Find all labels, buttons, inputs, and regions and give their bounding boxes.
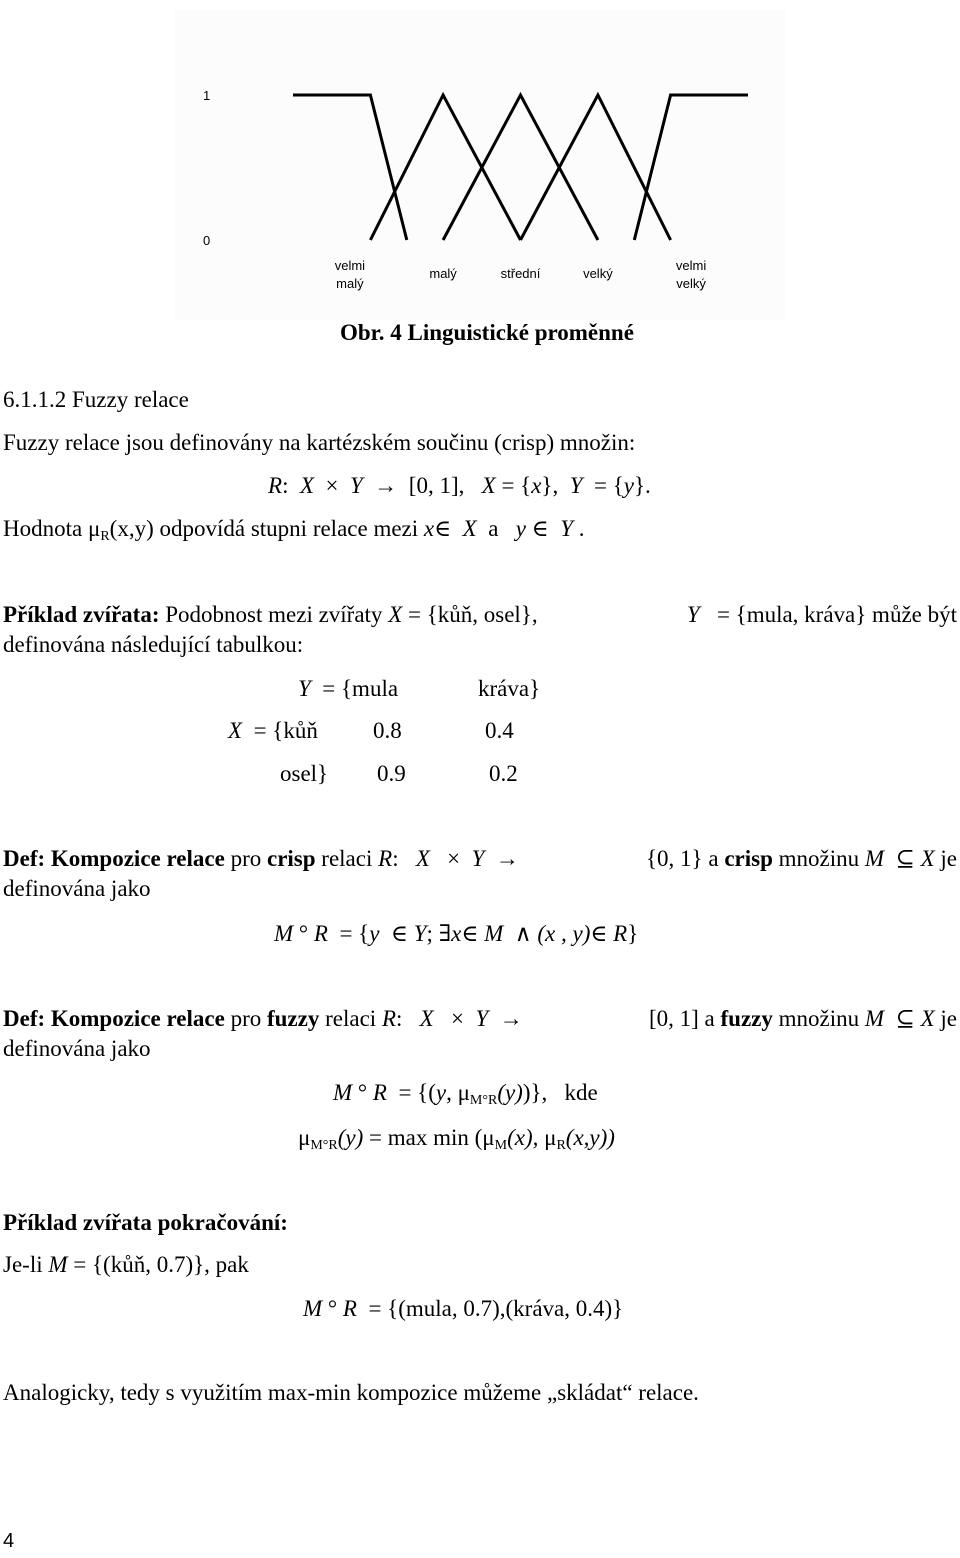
relation-definition-formula: R: X × Y → [0, 1], X = {x}, Y = {y}. <box>268 473 651 498</box>
intro-line: Fuzzy relace jsou definovány na kartézském součinu (crisp) množin: <box>3 430 636 455</box>
table-cell-kun-mula: 0.8 <box>373 718 402 743</box>
example-animals-line-2: definována následující tabulkou: <box>3 632 304 657</box>
term-label-line: malý <box>429 266 457 281</box>
example-animals-line: Příklad zvířata: Podobnost mezi zvířaty X = {kůň, osel}, Y = {mula, kráva} může být <box>3 602 957 627</box>
table-header-row: Y = {mula <box>298 676 399 701</box>
table-cell-kun-krava: 0.4 <box>485 718 514 743</box>
example-result-formula: M ° R = {(mula, 0.7),(kráva, 0.4)} <box>303 1296 624 1321</box>
y-tick-label-1: 1 <box>203 88 211 103</box>
table-cell-osel-krava: 0.2 <box>489 761 518 786</box>
table-header-col2: kráva} <box>478 676 541 701</box>
def-crisp-composition-line: Def: Kompozice relace pro crisp relaci R: X × Y → {0, 1} a crisp množinu M ⊆ X je <box>3 846 957 871</box>
linguistic-variables-figure <box>175 10 785 320</box>
def-crisp-line-2: definována jako <box>3 876 151 901</box>
membership-functions-chart <box>175 10 785 320</box>
example-continued-heading: Příklad zvířata pokračování: <box>3 1210 288 1235</box>
term-label-4 <box>583 266 613 281</box>
y-tick-label-0: 0 <box>203 233 211 248</box>
fuzzy-composition-formula: M ° R = {(y, $\mu_{M^\circ R}(y)$)}, kde <box>333 1080 598 1108</box>
table-row-osel-label: osel} <box>280 761 329 786</box>
term-label-line: velmi <box>675 258 707 273</box>
membership-value-line: Hodnota $\mu_R(x,y)$ odpovídá stupni relace mezi x∈ X a y ∈ Y . <box>3 516 585 544</box>
term-label-3 <box>501 266 541 281</box>
term-label-line: velký <box>676 276 706 291</box>
def-fuzzy-composition-line: Def: Kompozice relace pro fuzzy relaci R: X × Y → [0, 1] a fuzzy množinu M ⊆ X je <box>3 1006 957 1031</box>
crisp-composition-formula: M ° R = {y ∈ Y; ∃x∈ M ∧ (x , y)∈ R} <box>274 921 639 946</box>
figure-caption: Obr. 4 Linguistické proměnné <box>340 320 634 345</box>
term-label-line: velký <box>583 266 613 281</box>
term-label-line: malý <box>336 276 364 291</box>
section-heading: 6.1.1.2 Fuzzy relace <box>3 387 189 412</box>
table-cell-osel-mula: 0.9 <box>377 761 406 786</box>
term-label-line: střední <box>500 266 541 281</box>
page-number: 4 <box>3 1530 15 1552</box>
term-label-2 <box>429 266 457 281</box>
table-row-kun-label: X = {kůň <box>228 718 318 743</box>
term-label-line: velmi <box>334 258 366 273</box>
def-fuzzy-line-2: definována jako <box>3 1036 151 1061</box>
example-continued-line: Je-li M = {(kůň, 0.7)}, pak <box>3 1252 249 1277</box>
conclusion-line: Analogicky, tedy s využitím max-min kompozice můžeme „skládat“ relace. <box>3 1380 699 1405</box>
fuzzy-membership-formula: $\mu_{M^\circ R}(y) = \max \min (\mu_M(x)$, $\mu_R(x,y)$) <box>298 1125 615 1153</box>
